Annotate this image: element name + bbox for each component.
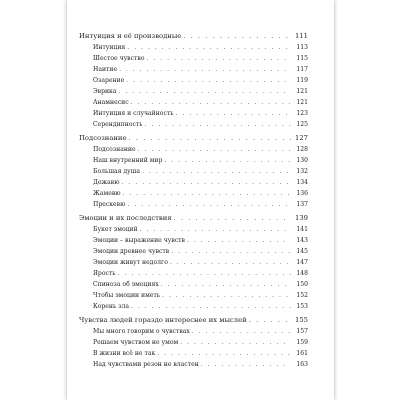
toc-entry xyxy=(93,108,308,119)
entry-title: Эмоции живут недолго xyxy=(93,259,168,266)
dot-leader xyxy=(187,235,291,246)
entry-title: Эврика xyxy=(93,88,117,95)
toc-entry xyxy=(93,326,308,337)
entry-title: В жизни всё не так xyxy=(93,350,156,357)
section-title: Подсознание xyxy=(79,134,127,142)
page-number: 148 xyxy=(296,270,308,277)
page-number: 121 xyxy=(296,99,308,106)
page-number: 152 xyxy=(296,292,308,299)
page-number: 163 xyxy=(296,361,308,368)
dot-leader xyxy=(118,268,291,279)
page-number: 127 xyxy=(295,134,308,142)
dot-leader xyxy=(131,97,291,108)
toc-entry xyxy=(93,290,308,301)
page-number: 161 xyxy=(296,350,308,357)
toc-entry xyxy=(93,86,308,97)
page-number: 141 xyxy=(296,226,308,233)
toc-entry xyxy=(93,348,308,359)
dot-leader xyxy=(138,144,291,155)
toc-entry xyxy=(93,64,308,75)
entry-title: Эмоции древнее чувств xyxy=(93,248,170,255)
dot-leader xyxy=(201,359,291,370)
entry-title: Букет эмоций xyxy=(93,226,138,233)
dot-leader xyxy=(180,337,291,348)
dot-leader xyxy=(176,108,291,119)
page-number: 119 xyxy=(296,77,308,84)
dot-leader xyxy=(162,290,291,301)
toc-section-heading xyxy=(79,133,308,144)
toc-entry xyxy=(93,188,308,199)
page-number: 115 xyxy=(296,55,308,62)
toc-entry xyxy=(93,257,308,268)
dot-leader xyxy=(157,348,291,359)
toc-entry xyxy=(93,235,308,246)
page-number: 125 xyxy=(296,121,308,128)
toc-entry xyxy=(93,177,308,188)
section-title: Эмоции и их последствия xyxy=(79,214,172,222)
page-number: 153 xyxy=(296,303,308,310)
page-number: 121 xyxy=(296,88,308,95)
page-number: 123 xyxy=(296,110,308,117)
page-number: 143 xyxy=(296,237,308,244)
page-number: 150 xyxy=(296,281,308,288)
toc-entry xyxy=(93,337,308,348)
page-number: 136 xyxy=(296,190,308,197)
dot-leader xyxy=(128,133,291,144)
toc-entry xyxy=(93,42,308,53)
entry-title: Наитие xyxy=(93,66,118,73)
toc-section-heading xyxy=(79,31,308,42)
page-number: 155 xyxy=(295,316,308,324)
toc-entry xyxy=(93,53,308,64)
toc-entry xyxy=(93,119,308,130)
toc-entry xyxy=(93,246,308,257)
dot-leader xyxy=(164,155,291,166)
page-number: 145 xyxy=(296,248,308,255)
dot-leader xyxy=(249,315,291,326)
page-number: 139 xyxy=(295,214,308,222)
dot-leader xyxy=(122,177,291,188)
page-number: 111 xyxy=(295,32,308,40)
toc-entry xyxy=(93,166,308,177)
dot-leader xyxy=(126,75,291,86)
dot-leader xyxy=(119,64,291,75)
entry-title: Серендипность xyxy=(93,121,143,128)
toc-entry xyxy=(93,359,308,370)
toc-entry xyxy=(93,97,308,108)
page-number: 137 xyxy=(296,201,308,208)
section-title: Интуиция и её производные xyxy=(79,32,182,40)
toc-entry xyxy=(93,279,308,290)
entry-title: Прескевю xyxy=(93,201,126,208)
entry-title: Корень зла xyxy=(93,303,130,310)
toc-entry xyxy=(93,301,308,312)
entry-title: Подсознание xyxy=(93,146,136,153)
toc-entry xyxy=(93,75,308,86)
dot-leader xyxy=(145,119,291,130)
entry-title: Жамевю xyxy=(93,190,121,197)
page-number: 157 xyxy=(296,328,308,335)
toc-entry xyxy=(93,268,308,279)
toc-entry xyxy=(93,224,308,235)
toc-entry xyxy=(93,199,308,210)
entry-title: Спиноза об эмоциях xyxy=(93,281,159,288)
section-title: Чувства людей гораздо интереснее их мыслей xyxy=(79,316,247,324)
page-number: 159 xyxy=(296,339,308,346)
dot-leader xyxy=(174,213,291,224)
entry-title: Ярость xyxy=(93,270,116,277)
page-number: 130 xyxy=(296,157,308,164)
entry-title: Интуиция и случайность xyxy=(93,110,174,117)
dot-leader xyxy=(171,246,291,257)
entry-title: Дежавю xyxy=(93,179,120,186)
dot-leader xyxy=(140,224,291,235)
entry-title: Эмоции – выражение чувств xyxy=(93,237,185,244)
entry-title: Большая душа xyxy=(93,168,141,175)
toc-section-heading xyxy=(79,213,308,224)
dot-leader xyxy=(161,279,291,290)
dot-leader xyxy=(131,301,291,312)
dot-leader xyxy=(119,86,292,97)
entry-title: Интуиция xyxy=(93,44,126,51)
entry-title: Шестое чувство xyxy=(93,55,145,62)
entry-title: Решаем чувством не умом xyxy=(93,339,179,346)
page-number: 117 xyxy=(296,66,308,73)
entry-title: Озарение xyxy=(93,77,125,84)
toc-section-heading xyxy=(79,315,308,326)
page-number: 113 xyxy=(296,44,308,51)
page-number: 147 xyxy=(296,259,308,266)
page-number: 128 xyxy=(296,146,308,153)
entry-title: Мы много говорим о чувствах xyxy=(93,328,190,335)
entry-title: Чтобы эмоции иметь xyxy=(93,292,161,299)
entry-title: Анамнесис xyxy=(93,99,129,106)
dot-leader xyxy=(123,188,291,199)
table-of-contents xyxy=(67,0,334,400)
dot-leader xyxy=(127,42,291,53)
entry-title: Над чувствами резон не властен xyxy=(93,361,199,368)
dot-leader xyxy=(183,31,291,42)
page-number: 132 xyxy=(296,168,308,175)
entry-title: Наш внутренний мир xyxy=(93,157,163,164)
dot-leader xyxy=(192,326,291,337)
dot-leader xyxy=(147,53,292,64)
dot-leader xyxy=(127,199,291,210)
dot-leader xyxy=(142,166,291,177)
dot-leader xyxy=(170,257,291,268)
toc-entry xyxy=(93,155,308,166)
page-number: 134 xyxy=(296,179,308,186)
toc-entry xyxy=(93,144,308,155)
